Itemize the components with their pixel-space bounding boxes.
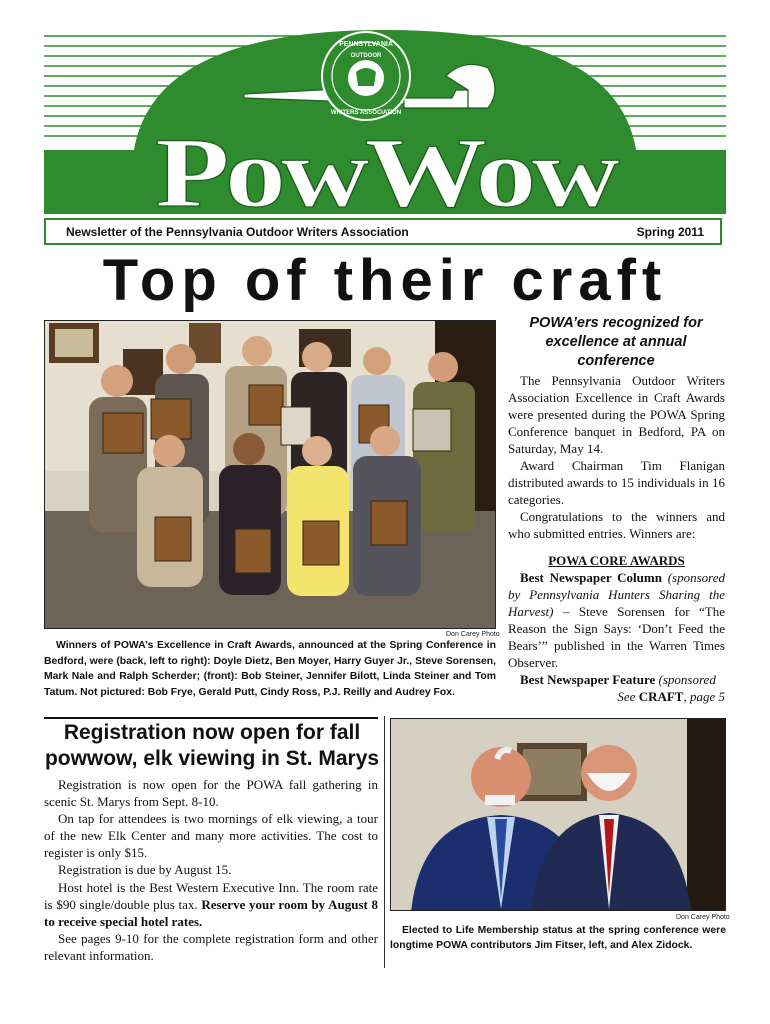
award-1-sponsor: (sponsored by Pennsylvania Hunters Sharing the Harvest) [508, 570, 725, 619]
newsletter-title: Newsletter of the Pennsylvania Outdoor Writers Association [66, 224, 409, 239]
fall-paragraph-3: Registration is due by August 15. [58, 862, 232, 878]
column-divider [384, 716, 385, 968]
continued-page: , page 5 [683, 689, 725, 704]
masthead [44, 28, 726, 214]
seal-top-text: PENNSYLVANIA [339, 41, 393, 48]
story-rule [44, 717, 378, 719]
fall-paragraph-4-text: Host hotel is the Best Western Executive Inn. The room rate is $90 single/double plus tax. [44, 879, 378, 912]
lead-paragraph-2: Award Chairman Tim Flanigan distributed awards to 15 individuals in 16 categories. [508, 458, 725, 507]
continued-ref: CRAFT [638, 689, 684, 704]
award-1-text: – Steve Sorensen for “The Reason the Sign Says: ‘Don’t Feed the Bears’” published in the Warren Times Observer. [508, 604, 725, 670]
photo-credit-1: Don Carey Photo [446, 631, 500, 638]
life-members-photo [390, 718, 726, 911]
core-awards-heading: POWA CORE AWARDS [548, 553, 685, 568]
issue-date: Spring 2011 [636, 224, 704, 239]
fall-paragraph-1: Registration is now open for the POWA fall gathering in scenic St. Marys from Sept. 8-10. [44, 777, 378, 810]
photo-caption-2 [390, 924, 726, 953]
seal-bottom-text: WRITERS ASSOCIATION [330, 110, 402, 116]
fall-paragraph-5: See pages 9-10 for the complete registration form and other relevant information. [44, 930, 378, 963]
page-headline: Top of their craft [102, 248, 668, 313]
fall-paragraph-4 [44, 879, 378, 930]
photo-caption-1-text: Winners of POWA’s Excellence in Craft Awards, announced at the Spring Conference in Bedford, were (back, left to right): Doyle Dietz, Ben Moyer, Harry Guyer Jr., Steve Sorensen, Mark Nale and Ralph Scherder; (front): Bob Steiner, Jennifer Bilott, Linda Steiner and Tom Tatum. Not pictured: Bob Frye, Gerald Putt, Cindy Ross, P.J. Reilly and Audrey Fox. [44, 640, 496, 698]
fall-story-headline: Registration now open for fall powwow, elk viewing in St. Marys [44, 721, 380, 770]
masthead-graphic [44, 28, 726, 214]
photo-credit-2: Don Carey Photo [676, 914, 730, 921]
award-winners-photo [44, 320, 496, 629]
award-1-name: Best Newspaper Column [520, 570, 662, 585]
newsletter-bar [44, 218, 722, 245]
continued-see: See [617, 689, 636, 704]
award-1 [508, 569, 725, 671]
powwow-logo: PowWow [155, 117, 620, 214]
seal-mid-text: OUTDOOR [350, 53, 382, 59]
photo-caption-1 [44, 638, 496, 700]
powa-seal-icon [322, 32, 410, 120]
photo-caption-2-text: Elected to Life Membership status at the spring conference were longtime POWA contributors Jim Fitser, left, and Alex Zidock. [390, 925, 726, 951]
award-2 [508, 671, 725, 688]
award-2-sponsor: (sponsored [658, 672, 716, 687]
lead-paragraph-3: Congratulations to the winners and who submitted entries. Winners are: [508, 509, 725, 541]
fall-story-body [44, 776, 378, 964]
award-2-name: Best Newspaper Feature [520, 672, 656, 687]
fall-paragraph-2: On tap for attendees is two mornings of elk viewing, a tour of the new Elk Center and many more activities. The cost to register is only $15. [44, 811, 378, 861]
fall-paragraph-4-bold: Reserve your room by August 8 to receive special hotel rates. [44, 896, 378, 929]
lead-story-body [508, 372, 725, 705]
lead-paragraph-1: The Pennsylvania Outdoor Writers Association Excellence in Craft Awards were presented during the POWA Spring Conference banquet in Bedford, PA on Saturday, May 14. [508, 373, 725, 456]
lead-subhead: POWA’ers recognized for excellence at annual conference [529, 315, 703, 369]
continued-link[interactable] [508, 688, 725, 705]
